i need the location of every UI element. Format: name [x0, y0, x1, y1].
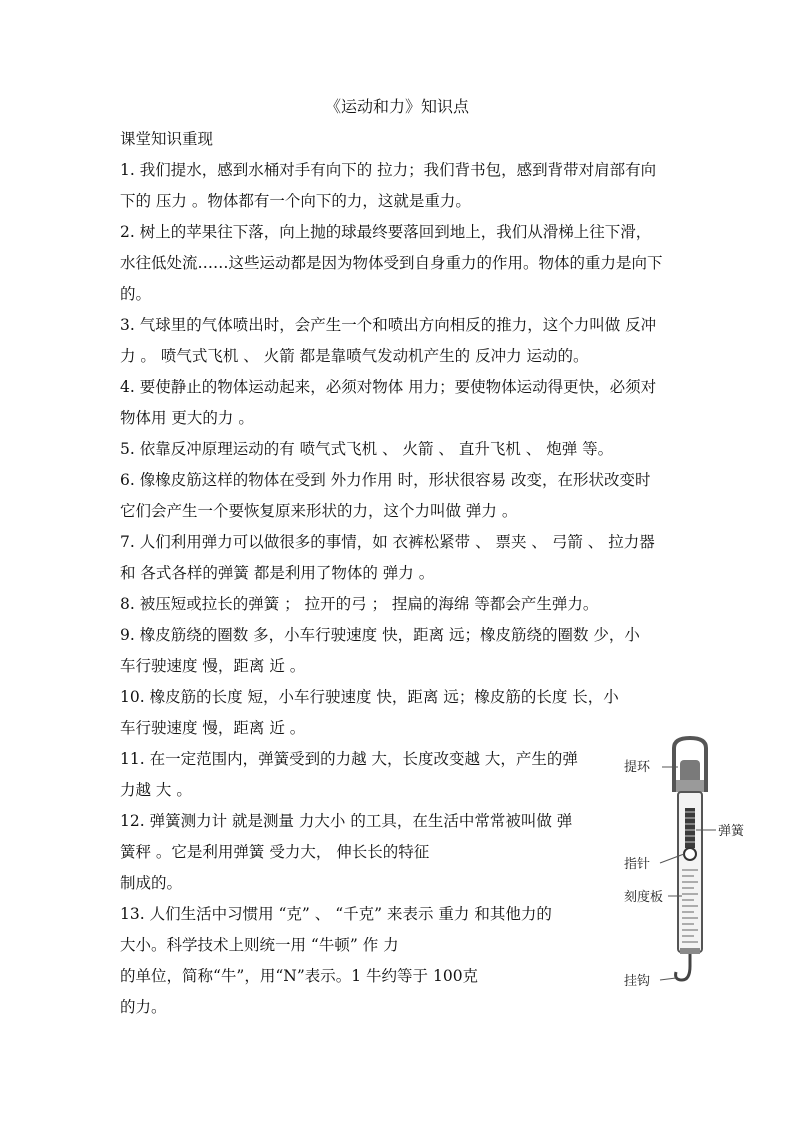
hook-leader: [660, 978, 676, 980]
paragraph-12: [120, 806, 572, 899]
paragraph-line: 力 。 喷气式飞机 、 火箭 都是靠喷气发动机产生的 反冲力 运动的。: [120, 347, 589, 365]
paragraph-line: 3. 气球里的气体喷出时，会产生一个和喷出方向相反的推力，这个力叫做 反冲: [120, 316, 657, 334]
paragraph-line: 6. 像橡皮筋这样的物体在受到 外力作用 时，形状很容易 改变，在形状改变时: [120, 471, 651, 489]
tube-bottom: [680, 948, 700, 954]
hook-shape: [676, 954, 690, 980]
paragraph-2: [120, 217, 663, 310]
paragraph-line: 5. 依靠反冲原理运动的有 喷气式飞机 、 火箭 、 直升飞机 、 炮弹 等。: [120, 440, 614, 458]
paragraph-line: 的力。: [120, 998, 167, 1016]
paragraph-line: 8. 被压短或拉长的弹簧 ； 拉开的弓 ； 捏扁的海绵 等都会产生弹力。: [120, 595, 599, 613]
paragraph-line: 11. 在一定范围内，弹簧受到的力越 大，长度改变越 大，产生的弹: [120, 750, 578, 768]
paragraph-line: 物体用 更大的力 。: [120, 409, 254, 427]
label-spring: 弹簧: [718, 824, 745, 839]
paragraph-line: 制成的。: [120, 874, 183, 892]
paragraph-line: 10. 橡皮筋的长度 短，小车行驶速度 快，距离 远；橡皮筋的长度 长，小: [120, 688, 619, 706]
paragraph-line: 大小。科学技术上则统一用 “牛顿” 作 力: [120, 936, 399, 954]
label-pointer: 指针: [624, 857, 651, 872]
spring-coil: [685, 808, 695, 848]
paragraph-5: [120, 434, 613, 465]
paragraph-7: [120, 527, 655, 589]
label-ring: 提环: [624, 760, 651, 775]
paragraph-3: [120, 310, 656, 372]
paragraph-line: 的单位，简称“牛”，用“N”表示。1 牛约等于 100克: [120, 967, 479, 985]
paragraph-line: 9. 橡皮筋绕的圈数 多，小车行驶速度 快，距离 远；橡皮筋绕的圈数 少，小: [120, 626, 640, 644]
paragraph-line: 和 各式各样的弹簧 都是利用了物体的 弹力 。: [120, 564, 435, 582]
pointer-circle: [684, 848, 696, 860]
paragraph-line: 它们会产生一个要恢复原来形状的力，这个力叫做 弹力 。: [120, 502, 518, 520]
paragraph-line: 1. 我们提水，感到水桶对手有向下的 拉力；我们背书包，感到背带对肩部有向: [120, 161, 657, 179]
paragraph-9: [120, 620, 640, 682]
paragraph-11: [120, 744, 578, 806]
paragraph-line: 4. 要使静止的物体运动起来，必须对物体 用力；要使物体运动得更快，必须对: [120, 378, 657, 396]
paragraph-line: 12. 弹簧测力计 就是测量 力大小 的工具，在生活中常常被叫做 弹: [120, 812, 573, 830]
label-hook: 挂钩: [624, 974, 651, 989]
paragraph-13: [120, 899, 552, 1023]
section-heading: [120, 124, 213, 155]
paragraph-4: [120, 372, 656, 434]
paragraph-line: 车行驶速度 慢，距离 近 。: [120, 719, 306, 737]
paragraph-line: 的。: [120, 285, 152, 303]
section-heading-text: 课堂知识重现: [120, 130, 214, 148]
spring-scale-diagram: [622, 730, 772, 1000]
paragraph-10: [120, 682, 619, 744]
paragraph-line: 水往低处流……这些运动都是因为物体受到自身重力的作用。物体的重力是向下: [120, 254, 663, 272]
label-scale: 刻度板: [624, 890, 664, 905]
paragraph-line: 2. 树上的苹果往下落，向上抛的球最终要落回到地上，我们从滑梯上往下滑，: [120, 223, 652, 241]
top-cap: [676, 780, 704, 792]
paragraph-line: 7. 人们利用弹力可以做很多的事情，如 衣裤松紧带 、 票夹 、 弓箭 、 拉力器: [120, 533, 655, 551]
paragraph-line: 13. 人们生活中习惯用 “克” 、 “千克” 来表示 重力 和其他力的: [120, 905, 552, 923]
paragraph-line: 簧秤 。它是利用弹簧 受力大， 伸长长的特征: [120, 843, 430, 861]
paragraph-line: 车行驶速度 慢，距离 近 。: [120, 657, 306, 675]
doc-title: 《运动和力》知识点: [324, 97, 469, 116]
paragraph-1: [120, 155, 656, 217]
paragraph-6: [120, 465, 651, 527]
paragraph-8: [120, 589, 598, 620]
paragraph-line: 下的 压力 。物体都有一个向下的力，这就是重力。: [120, 192, 471, 210]
paragraph-line: 力越 大 。: [120, 781, 192, 799]
